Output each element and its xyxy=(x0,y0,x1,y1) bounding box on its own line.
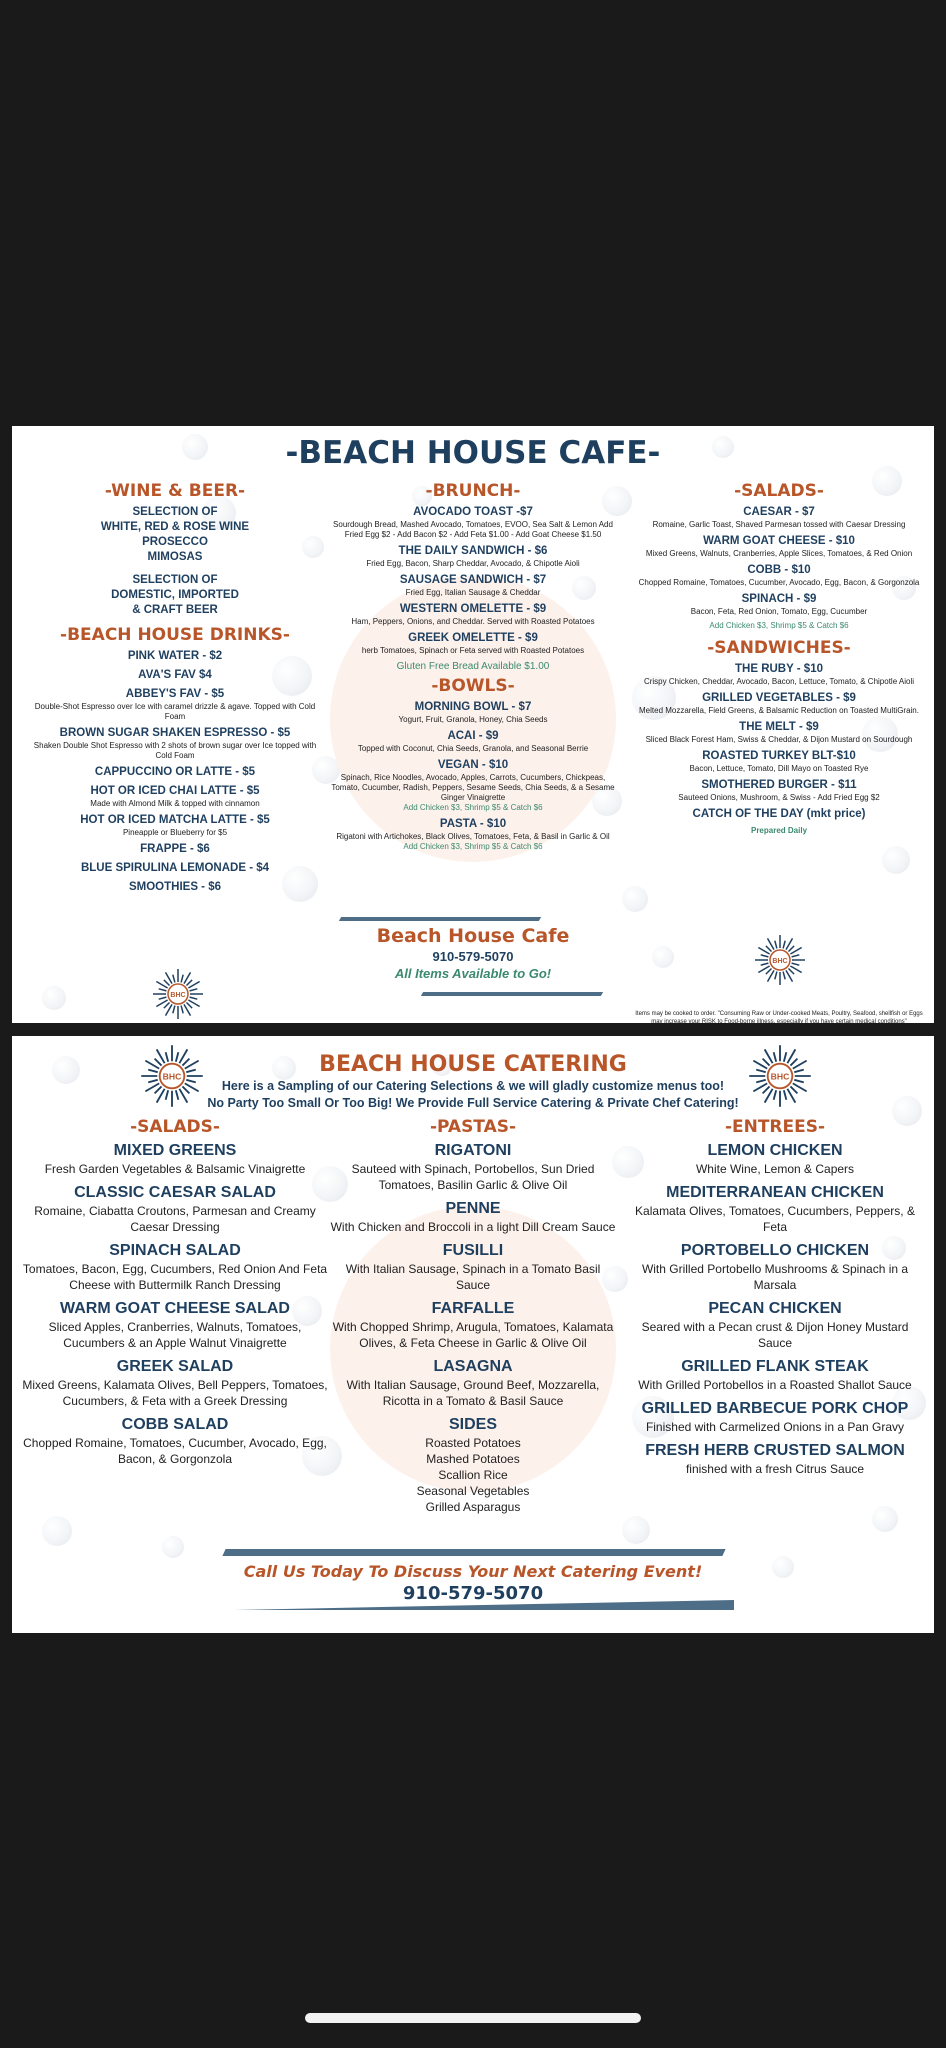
menu-item xyxy=(624,1299,926,1351)
sun-logo-text: BHC xyxy=(170,992,186,999)
menu-item-name: THE RUBY - $10 xyxy=(735,663,823,675)
menu-item xyxy=(634,807,924,822)
menu-item-description: Topped with Coconut, Chia Seeds, Granola, and Seasonal Berrie xyxy=(357,744,589,753)
menu-item-name: VEGAN - $10 xyxy=(437,759,509,771)
call-stripe-top xyxy=(222,1549,725,1556)
salads-heading: -SALADS- xyxy=(734,481,824,501)
menu-item xyxy=(624,1441,926,1477)
menu-item-name: GREEK OMELETTE - $9 xyxy=(408,632,538,644)
menu-item xyxy=(634,534,924,559)
menu-item xyxy=(20,1415,330,1467)
menu-item xyxy=(634,749,924,774)
menu-item-name: AVOCADO TOAST -$7 xyxy=(413,506,533,518)
menu-item-description: Sliced Black Forest Ham, Swiss & Cheddar, & Dijon Mustard on Sourdough xyxy=(645,735,913,744)
menu-item-name: MORNING BOWL - $7 xyxy=(414,701,532,713)
menu-item-description: Ham, Peppers, Onions, and Cheddar. Served with Roasted Potatoes xyxy=(351,617,595,626)
menu-item-name: CATCH OF THE DAY (mkt price) xyxy=(692,808,866,820)
menu-item xyxy=(20,1241,330,1293)
entrees-heading: -ENTREES- xyxy=(724,1117,826,1137)
menu-item xyxy=(20,1141,330,1177)
call-to-action: Call Us Today To Discuss Your Next Catering Event! xyxy=(243,1562,703,1581)
menu-item-description: With Grilled Portobello Mushrooms & Spinach in a Marsala xyxy=(641,1262,909,1292)
menu-item xyxy=(330,1199,616,1235)
menu-item-description: With Italian Sausage, Ground Beef, Mozzarella, Ricotta in a Tomato & Basil Sauce xyxy=(346,1378,600,1408)
menu-item-description: finished with a fresh Citrus Sauce xyxy=(685,1462,865,1476)
menu-item-description: With Italian Sausage, Spinach in a Tomato Basil Sauce xyxy=(345,1262,601,1292)
menu-item-name: PECAN CHICKEN xyxy=(708,1300,842,1317)
menu-item xyxy=(634,563,924,588)
menu-item-name: CLASSIC CAESAR SALAD xyxy=(74,1184,276,1201)
menu-item-description: Made with Almond Milk & topped with cinnamon xyxy=(90,799,260,808)
menu-item xyxy=(624,1399,926,1435)
salads-add-note: Add Chicken $3, Shrimp $5 & Catch $6 xyxy=(709,621,849,630)
menu-item-name: GREEK SALAD xyxy=(116,1358,234,1375)
sun-logo-text: BHC xyxy=(770,1071,790,1082)
prepared-daily-note: Prepared Daily xyxy=(750,826,808,835)
menu-item-description: Fried Egg, Italian Sausage & Cheddar xyxy=(405,588,541,597)
menu-item-name: WARM GOAT CHEESE - $10 xyxy=(703,535,855,547)
menu-item-name: SMOOTHIES - $6 xyxy=(128,881,222,893)
side-item: Scallion Rice xyxy=(438,1468,508,1482)
beer-line: SELECTION OF xyxy=(132,574,218,586)
menu-item xyxy=(634,720,924,745)
menu-item-description: Chopped Romaine, Tomatoes, Cucumber, Avocado, Egg, Bacon, & Gorgonzola xyxy=(23,1436,327,1466)
menu-item xyxy=(330,602,616,627)
menu-item-name: CAPPUCCINO OR LATTE - $5 xyxy=(94,766,256,778)
menu-item-description: With Chicken and Broccoli in a light Dill Cream Sauce xyxy=(330,1220,616,1234)
catering-phone: 910-579-5070 xyxy=(402,1583,544,1604)
menu-item-name: RIGATONI xyxy=(434,1142,512,1159)
catering-subtitle-2: No Party Too Small Or Too Big! We Provide Full Service Catering & Private Chef Catering! xyxy=(207,1096,739,1110)
menu-item-description: Finished with Carmelized Onions in a Pan Gravy xyxy=(645,1420,905,1434)
menu-item-description: Chopped Romaine, Tomatoes, Cucumber, Avocado, Egg, Bacon, & Gorgonzola xyxy=(638,578,920,587)
menu-item-description: Yogurt, Fruit, Granola, Honey, Chia Seeds xyxy=(398,715,548,724)
menu-item-name: MEDITERRANEAN CHICKEN xyxy=(666,1184,884,1201)
cafe-left-column xyxy=(30,478,320,999)
pastas-heading: -PASTAS- xyxy=(429,1117,517,1137)
cafe-middle-column xyxy=(330,478,616,856)
menu-item-description: Sourdough Bread, Mashed Avocado, Tomatoes, EVOO, Sea Salt & Lemon Add Fried Egg $2 - Add Bacon $2 - Add Feta $1.00 - Add Goat Cheese $1.50 xyxy=(333,520,613,539)
side-item: Mashed Potatoes xyxy=(426,1452,520,1466)
side-item: Seasonal Vegetables xyxy=(416,1484,530,1498)
menu-item xyxy=(624,1141,926,1177)
footer-phone: 910-579-5070 xyxy=(432,949,514,964)
menu-item-description: Rigatoni with Artichokes, Black Olives, Tomatoes, Feta, & Basil in Garlic & Oil xyxy=(336,832,610,841)
menu-item xyxy=(330,631,616,656)
menu-item-description: Fresh Garden Vegetables & Balsamic Vinaigrette xyxy=(44,1162,306,1176)
menu-item-name: ABBEY'S FAV - $5 xyxy=(125,688,225,700)
sides-list xyxy=(330,1435,616,1515)
menu-item-description: Sauteed Onions, Mushroom, & Swiss - Add Fried Egg $2 xyxy=(678,793,880,802)
menu-item-description: Romaine, Ciabatta Croutons, Parmesan and Creamy Caesar Dressing xyxy=(34,1204,316,1234)
cafe-footer xyxy=(330,924,616,982)
menu-item-name: COBB SALAD xyxy=(121,1416,229,1433)
brunch-list xyxy=(330,505,616,656)
menu-item-name: FUSILLI xyxy=(442,1242,504,1259)
menu-item xyxy=(330,573,616,598)
home-indicator[interactable] xyxy=(305,2013,641,2023)
sandwiches-heading: -SANDWICHES- xyxy=(707,638,851,658)
side-item: Grilled Asparagus xyxy=(425,1500,521,1514)
bubble-decoration xyxy=(162,1536,184,1558)
footer-stripe-top xyxy=(339,917,541,921)
menu-item xyxy=(30,765,320,780)
menu-item xyxy=(634,505,924,530)
menu-item xyxy=(30,784,320,809)
menu-item-name: SPINACH SALAD xyxy=(109,1242,241,1259)
menu-item xyxy=(634,778,924,803)
footer-stripe-bottom xyxy=(421,992,603,996)
menu-item xyxy=(634,662,924,687)
menu-item-name: FRESH HERB CRUSTED SALMON xyxy=(645,1442,905,1459)
menu-item xyxy=(330,1357,616,1409)
brunch-heading: -BRUNCH- xyxy=(425,481,521,501)
catering-salads-list xyxy=(20,1141,330,1467)
menu-item-name: FRAPPE - $6 xyxy=(140,843,210,855)
sun-logo-text: BHC xyxy=(772,958,788,965)
menu-item xyxy=(30,842,320,857)
menu-item-name: GRILLED BARBECUE PORK CHOP xyxy=(641,1400,909,1417)
bubble-decoration xyxy=(42,1516,72,1546)
menu-item-name: GRILLED VEGETABLES - $9 xyxy=(702,692,856,704)
sun-logo-text: BHC xyxy=(162,1071,182,1082)
menu-item-name: FARFALLE xyxy=(431,1300,515,1317)
menu-item-name: THE DAILY SANDWICH - $6 xyxy=(398,545,548,557)
footer-cafe-name: Beach House Cafe xyxy=(376,925,570,947)
menu-item-description: Mixed Greens, Walnuts, Cranberries, Apple Slices, Tomatoes, & Red Onion xyxy=(645,549,913,558)
menu-item-name: WARM GOAT CHEESE SALAD xyxy=(60,1300,290,1317)
menu-item-name: PORTOBELLO CHICKEN xyxy=(680,1242,870,1259)
pastas-list xyxy=(330,1141,616,1409)
menu-item-description: White Wine, Lemon & Capers xyxy=(695,1162,855,1176)
catering-salads-column xyxy=(20,1116,330,1473)
menu-item xyxy=(330,1241,616,1293)
menu-item-name: LEMON CHICKEN xyxy=(707,1142,843,1159)
menu-item-description: Spinach, Rice Noodles, Avocado, Apples, Carrots, Cucumbers, Chickpeas, Tomato, Cucumber, Radish, Peppers, Sesame Seeds, Chia Seeds, & a Sesame Ginger Vinaigrette xyxy=(331,773,615,802)
menu-item-name: BROWN SUGAR SHAKEN ESPRESSO - $5 xyxy=(59,727,291,739)
drinks-list xyxy=(30,649,320,895)
catering-pastas-column xyxy=(330,1116,616,1515)
menu-item-description: Shaken Double Shot Espresso with 2 shots of brown sugar over Ice topped with Cold Foam xyxy=(33,741,317,760)
cafe-menu-card xyxy=(12,426,934,1023)
menu-item xyxy=(330,729,616,754)
menu-item-name: SAUSAGE SANDWICH - $7 xyxy=(399,574,547,586)
menu-item-addon: Add Chicken $3, Shrimp $5 & Catch $6 xyxy=(403,842,543,851)
footer-togo: All Items Available to Go! xyxy=(394,966,552,981)
menu-item-name: SPINACH - $9 xyxy=(741,593,817,605)
menu-item-description: Sliced Apples, Cranberries, Walnuts, Tomatoes, Cucumbers & an Apple Walnut Vinaigrette xyxy=(48,1320,302,1350)
menu-item xyxy=(330,758,616,813)
menu-item-name: AVA'S FAV $4 xyxy=(138,669,212,681)
menu-item-name: THE MELT - $9 xyxy=(739,721,819,733)
bubble-decoration xyxy=(622,1516,650,1544)
menu-item xyxy=(624,1357,926,1393)
menu-item-description: Pineapple or Blueberry for $5 xyxy=(122,828,228,837)
menu-item xyxy=(20,1357,330,1409)
menu-item-description: With Chopped Shrimp, Arugula, Tomatoes, Kalamata Olives, & Feta Cheese in Garlic & Olive Oil xyxy=(332,1320,614,1350)
wine-line: SELECTION OF xyxy=(132,506,218,518)
menu-item-description: Sauteed with Spinach, Portobellos, Sun Dried Tomatoes, Basilin Garlic & Olive Oil xyxy=(351,1162,595,1192)
menu-item xyxy=(330,700,616,725)
menu-item-description: Double-Shot Espresso over Ice with caramel drizzle & agave. Topped with Cold Foam xyxy=(34,702,316,721)
wine-line: WHITE, RED & ROSE WINE xyxy=(100,521,250,533)
menu-item-name: ROASTED TURKEY BLT-$10 xyxy=(702,750,856,762)
menu-item xyxy=(20,1299,330,1351)
menu-item-description: Kalamata Olives, Tomatoes, Cucumbers, Peppers, & Feta xyxy=(635,1204,915,1234)
bowls-list xyxy=(330,700,616,852)
catering-subtitle-1: Here is a Sampling of our Catering Selections & we will gladly customize menus too! xyxy=(221,1079,725,1093)
menu-item xyxy=(30,880,320,895)
catering-entrees-column xyxy=(624,1116,926,1483)
cafe-right-column xyxy=(634,478,924,1025)
salads-list xyxy=(634,505,924,617)
menu-item-name: GRILLED FLANK STEAK xyxy=(681,1358,869,1375)
menu-item xyxy=(330,544,616,569)
menu-item xyxy=(30,649,320,664)
bubble-decoration xyxy=(882,846,910,874)
menu-item-description: Crispy Chicken, Cheddar, Avocado, Bacon, Lettuce, Tomato, & Chipotle Aioli xyxy=(643,677,915,686)
wine-line: MIMOSAS xyxy=(147,551,203,563)
sun-logo-icon xyxy=(152,968,204,1020)
menu-item-name: WESTERN OMELETTE - $9 xyxy=(399,603,547,615)
menu-item-name: MIXED GREENS xyxy=(113,1142,237,1159)
menu-item-name: HOT OR ICED MATCHA LATTE - $5 xyxy=(80,814,270,826)
menu-item-description: With Grilled Portobellos in a Roasted Shallot Sauce xyxy=(638,1378,912,1392)
menu-item xyxy=(20,1183,330,1235)
menu-item-description: Melted Mozzarella, Field Greens, & Balsamic Reduction on Toasted MultiGrain. xyxy=(639,706,919,715)
menu-item xyxy=(30,687,320,722)
disclaimer: Items may be cooked to order. "Consuming Raw or Under-cooked Meats, Poultry, Seafood, shellfish or Eggs may increase your RISK to Food-borne illness, especially if you have certain medical conditions" xyxy=(635,1011,923,1025)
sandwiches-list xyxy=(634,662,924,822)
side-item: Roasted Potatoes xyxy=(425,1436,521,1450)
menu-item xyxy=(30,668,320,683)
menu-item xyxy=(624,1183,926,1235)
bubble-decoration xyxy=(872,1506,898,1532)
menu-item-name: LASAGNA xyxy=(433,1358,513,1375)
beer-line: & CRAFT BEER xyxy=(132,604,218,616)
bubble-decoration xyxy=(652,946,674,968)
menu-item xyxy=(330,505,616,540)
sides-heading: SIDES xyxy=(448,1416,497,1433)
menu-item-addon: Add Chicken $3, Shrimp $5 & Catch $6 xyxy=(403,803,543,812)
menu-item-description: Bacon, Feta, Red Onion, Tomato, Egg, Cucumber xyxy=(690,607,868,616)
menu-item-description: Mixed Greens, Kalamata Olives, Bell Peppers, Tomatoes, Cucumbers, & Feta with a Greek Dressing xyxy=(22,1378,328,1408)
catering-menu-card xyxy=(12,1036,934,1633)
menu-item-name: PENNE xyxy=(445,1200,501,1217)
drinks-heading: -BEACH HOUSE DRINKS- xyxy=(60,625,290,645)
bubble-decoration xyxy=(622,886,648,912)
menu-item xyxy=(624,1241,926,1293)
menu-item-description: Tomatoes, Bacon, Egg, Cucumbers, Red Onion And Feta Cheese with Buttermilk Ranch Dressing xyxy=(22,1262,328,1292)
menu-item xyxy=(330,1299,616,1351)
menu-item xyxy=(330,1141,616,1193)
menu-item-description: Bacon, Lettuce, Tomato, Dill Mayo on Toasted Rye xyxy=(689,764,869,773)
menu-item-description: herb Tomatoes, Spinach or Feta served with Roasted Potatoes xyxy=(361,646,585,655)
menu-item-name: COBB - $10 xyxy=(747,564,811,576)
beer-line: DOMESTIC, IMPORTED xyxy=(111,589,239,601)
menu-item xyxy=(30,726,320,761)
wine-line: PROSECCO xyxy=(142,536,208,548)
entrees-list xyxy=(624,1141,926,1477)
menu-item xyxy=(634,592,924,617)
menu-item-name: ACAI - $9 xyxy=(447,730,499,742)
bowls-heading: -BOWLS- xyxy=(431,676,515,696)
menu-item-description: Fried Egg, Bacon, Sharp Cheddar, Avocado, & Chipotle Aioli xyxy=(366,559,580,568)
sun-logo-icon xyxy=(754,934,806,986)
gluten-free-note: Gluten Free Bread Available $1.00 xyxy=(396,661,550,672)
wine-beer-heading: -WINE & BEER- xyxy=(104,481,246,501)
menu-item-description: Romaine, Garlic Toast, Shaved Parmesan tossed with Caesar Dressing xyxy=(652,520,906,529)
menu-item xyxy=(30,861,320,876)
menu-item-name: CAESAR - $7 xyxy=(743,506,815,518)
bubble-decoration xyxy=(42,986,66,1010)
menu-item-name: PASTA - $10 xyxy=(439,818,507,830)
menu-item-name: BLUE SPIRULINA LEMONADE - $4 xyxy=(80,862,270,874)
cafe-title: -BEACH HOUSE CAFE- xyxy=(285,435,661,471)
menu-item xyxy=(330,817,616,852)
menu-item xyxy=(30,813,320,838)
catering-title: BEACH HOUSE CATERING xyxy=(319,1052,627,1077)
menu-item-name: PINK WATER - $2 xyxy=(127,650,223,662)
menu-item-description: Seared with a Pecan crust & Dijon Honey Mustard Sauce xyxy=(641,1320,909,1350)
catering-salads-heading: -SALADS- xyxy=(130,1117,220,1137)
menu-item-name: SMOTHERED BURGER - $11 xyxy=(701,779,857,791)
menu-item-name: HOT OR ICED CHAI LATTE - $5 xyxy=(90,785,260,797)
menu-item xyxy=(634,691,924,716)
